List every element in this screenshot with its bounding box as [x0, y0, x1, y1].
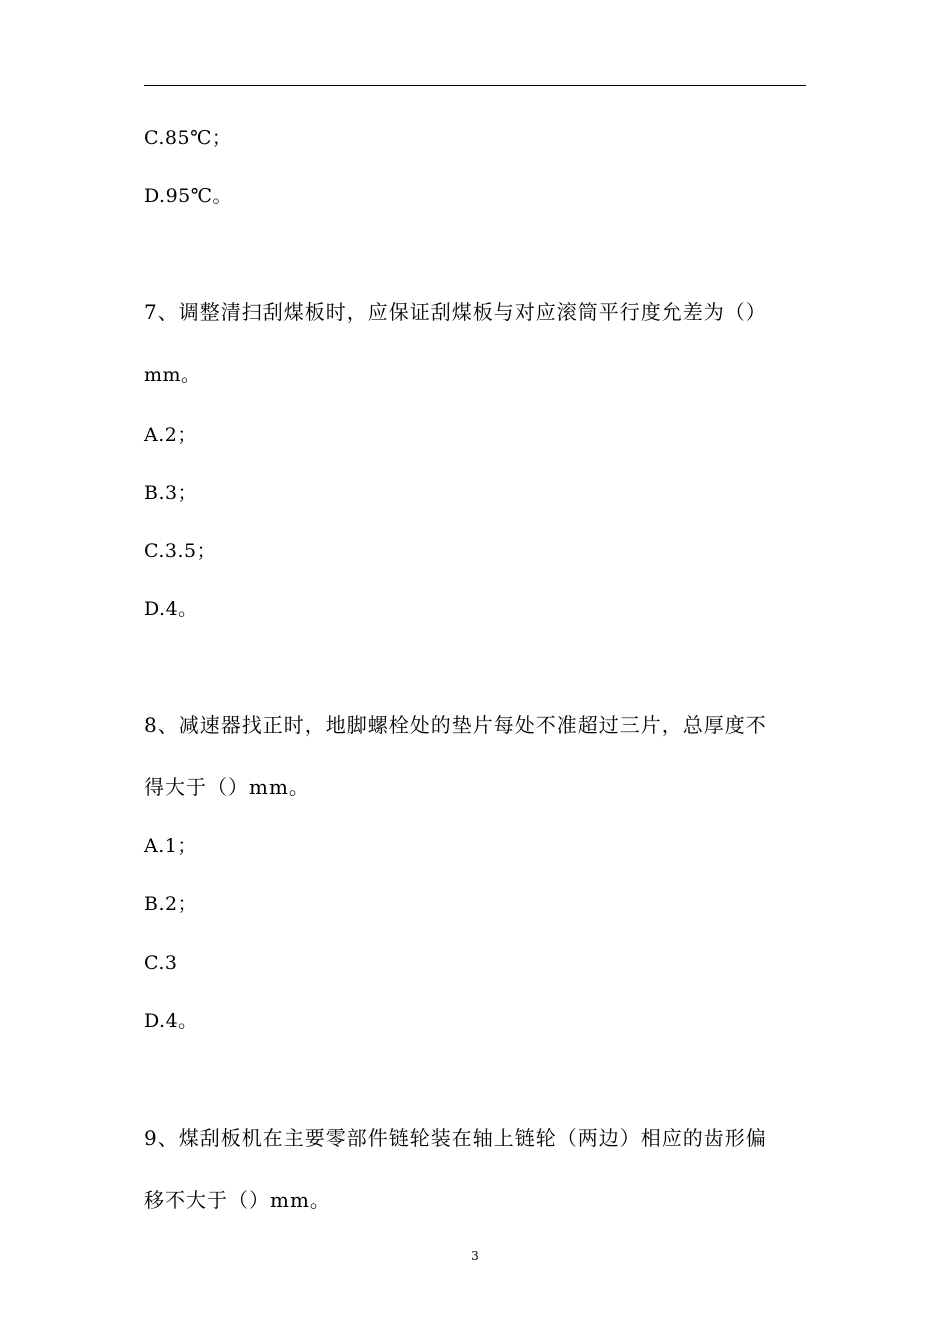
q6-option-d: D.95℃。: [144, 185, 233, 207]
q7-option-a: A.2；: [144, 424, 197, 446]
q8-option-d: D.4。: [144, 1010, 198, 1032]
header-rule: [144, 85, 806, 86]
q8-text-line1: 8、减速器找正时，地脚螺栓处的垫片每处不准超过三片，总厚度不: [144, 713, 767, 737]
q7-option-c: C.3.5；: [144, 540, 217, 562]
q8-option-a: A.1；: [144, 835, 197, 857]
page-number: 3: [471, 1249, 479, 1263]
q7-option-b: B.3；: [144, 482, 198, 504]
q9-text-line1: 9、煤刮板机在主要零部件链轮装在轴上链轮（两边）相应的齿形偏: [144, 1126, 767, 1150]
q7-option-d: D.4。: [144, 598, 198, 620]
q9-text-line2: 移不大于（）mm。: [144, 1188, 331, 1212]
q7-text-line2: mm。: [144, 364, 201, 386]
q6-option-c: C.85℃；: [144, 127, 232, 149]
q8-option-c: C.3: [144, 952, 178, 974]
q8-option-b: B.2；: [144, 893, 198, 915]
q8-text-line2: 得大于（）mm。: [144, 775, 310, 799]
q7-text-line1: 7、调整清扫刮煤板时，应保证刮煤板与对应滚筒平行度允差为（）: [144, 300, 767, 324]
